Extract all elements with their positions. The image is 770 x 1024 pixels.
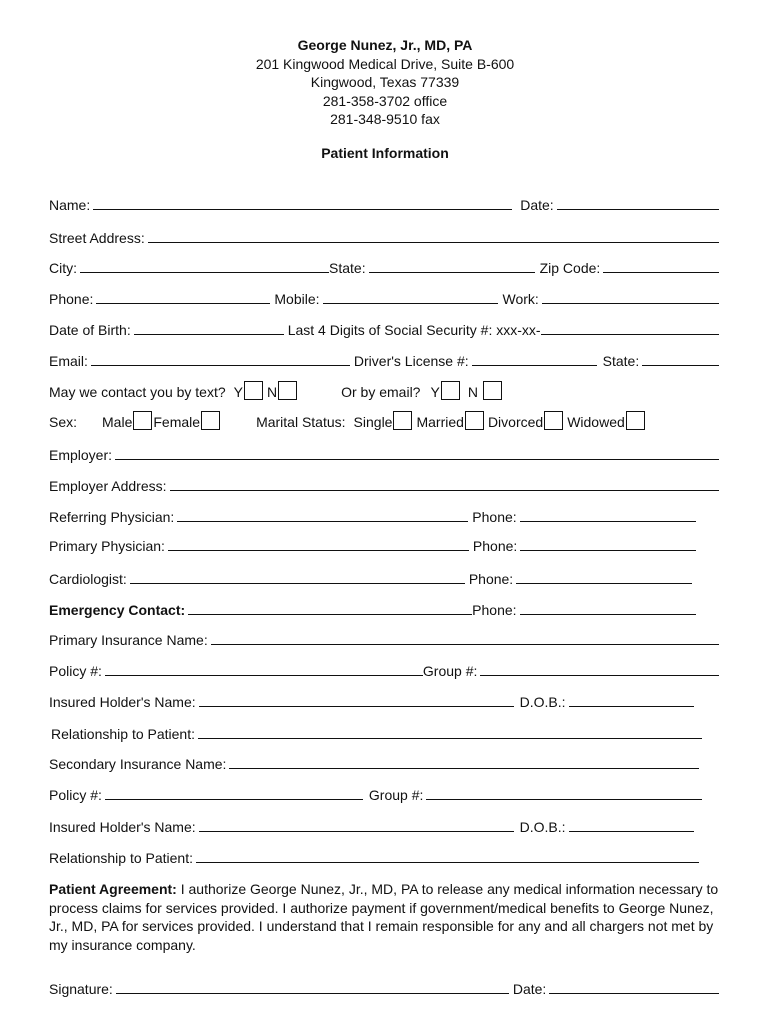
primary-physician-field[interactable]: [168, 549, 469, 551]
city-label: City:: [49, 260, 77, 276]
row-sex-marital: [49, 410, 719, 430]
row-signature: [49, 977, 719, 997]
married-label: Married: [416, 414, 464, 430]
row-street: [49, 226, 719, 246]
agreement-text: I authorize George Nunez, Jr., MD, PA to release any medical information necessary to process claims for services provided. I authorize payment if government/medical benefits to George Nunez, Jr., MD, PA for services provided. I understand that I remain responsible for any and all chargers not met by my insurance company.: [49, 881, 719, 953]
row-secondary-policy: [49, 783, 719, 803]
secondary-holder-dob-field[interactable]: [569, 830, 694, 832]
agreement-heading: Patient Agreement:: [49, 881, 177, 897]
secondary-policy-field[interactable]: [105, 798, 363, 800]
letterhead: [0, 36, 770, 129]
single-label: Single: [353, 414, 393, 430]
emergency-phone-field[interactable]: [520, 613, 696, 615]
female-checkbox[interactable]: [201, 411, 220, 430]
primary-relationship-label: Relationship to Patient:: [51, 726, 195, 742]
widowed-checkbox[interactable]: [626, 411, 645, 430]
signature-field[interactable]: [116, 992, 509, 994]
referring-phone-field[interactable]: [520, 520, 696, 522]
primary-policy-label: Policy #:: [49, 663, 102, 679]
primary-insurance-label: Primary Insurance Name:: [49, 632, 208, 648]
primary-relationship-field[interactable]: [198, 737, 702, 739]
ssn-label: Last 4 Digits of Social Security #: xxx-xx-: [287, 322, 541, 338]
divorced-label: Divorced: [487, 414, 544, 430]
row-phone: [49, 287, 719, 307]
secondary-group-label: Group #:: [368, 787, 424, 803]
dob-field[interactable]: [134, 333, 284, 335]
row-primary-policy: [49, 659, 719, 679]
zip-label: Zip Code:: [539, 260, 601, 276]
license-label: Driver's License #:: [353, 353, 469, 369]
sex-label: Sex:: [49, 414, 78, 430]
row-secondary-relationship: [49, 846, 719, 866]
signature-date-field[interactable]: [549, 992, 719, 994]
secondary-relationship-label: Relationship to Patient:: [49, 850, 193, 866]
divorced-checkbox[interactable]: [544, 411, 563, 430]
row-primary-insurance: [49, 628, 719, 648]
employer-address-field[interactable]: [170, 489, 720, 491]
state-label: State:: [329, 260, 366, 276]
primary-insurance-field[interactable]: [211, 643, 719, 645]
phone-field[interactable]: [96, 302, 270, 304]
signature-label: Signature:: [49, 981, 113, 997]
primary-holder-dob-field[interactable]: [569, 705, 694, 707]
street-field[interactable]: [148, 241, 719, 243]
date-label: Date:: [520, 197, 554, 213]
primary-physician-label: Primary Physician:: [49, 538, 165, 554]
referring-phone-label: Phone:: [472, 509, 517, 525]
row-primary-physician: [49, 534, 719, 554]
secondary-insurance-label: Secondary Insurance Name:: [49, 756, 227, 772]
license-state-field[interactable]: [642, 364, 719, 366]
row-referring: [49, 505, 719, 525]
secondary-policy-label: Policy #:: [49, 787, 102, 803]
secondary-group-field[interactable]: [426, 798, 702, 800]
employer-address-label: Employer Address:: [49, 478, 167, 494]
license-field[interactable]: [472, 364, 597, 366]
emergency-phone-label: Phone:: [472, 602, 517, 618]
male-label: Male: [102, 414, 133, 430]
practice-name: George Nunez, Jr., MD, PA: [297, 37, 473, 53]
text-question: May we contact you by text?: [49, 384, 226, 400]
widowed-label: Widowed: [567, 414, 625, 430]
secondary-holder-dob-label: D.O.B.:: [519, 819, 566, 835]
married-checkbox[interactable]: [465, 411, 484, 430]
street-label: Street Address:: [49, 230, 145, 246]
primary-physician-phone-label: Phone:: [472, 538, 518, 554]
emergency-label: Emergency Contact:: [49, 602, 186, 618]
email-label: Email:: [49, 353, 88, 369]
form-title: Patient Information: [321, 145, 449, 161]
secondary-relationship-field[interactable]: [196, 861, 699, 863]
cardiologist-phone-label: Phone:: [468, 571, 514, 587]
zip-field[interactable]: [603, 271, 719, 273]
cardiologist-label: Cardiologist:: [49, 571, 127, 587]
fax-number: 281-348-9510 fax: [330, 111, 440, 127]
primary-group-label: Group #:: [422, 663, 478, 679]
row-employer: [49, 443, 719, 463]
address-line-1: 201 Kingwood Medical Drive, Suite B-600: [255, 55, 515, 72]
email-question: Or by email?: [341, 384, 421, 400]
row-cardiologist: [49, 567, 719, 587]
marital-label: Marital Status:: [256, 414, 346, 430]
secondary-holder-field[interactable]: [199, 830, 514, 832]
primary-physician-phone-field[interactable]: [520, 549, 696, 551]
office-phone: 281-358-3702 office: [322, 92, 448, 109]
emergency-field[interactable]: [188, 613, 472, 615]
single-checkbox[interactable]: [393, 411, 412, 430]
referring-label: Referring Physician:: [49, 509, 175, 525]
row-city: [49, 256, 719, 276]
ssn-field[interactable]: [541, 333, 719, 335]
row-employer-address: [49, 474, 719, 494]
row-emergency: [49, 598, 719, 618]
city-field[interactable]: [80, 271, 329, 273]
cardiologist-field[interactable]: [130, 582, 465, 584]
female-label: Female: [153, 414, 201, 430]
male-checkbox[interactable]: [133, 411, 152, 430]
cardiologist-phone-field[interactable]: [516, 582, 692, 584]
email-yes-label: Y: [430, 384, 440, 400]
row-secondary-insurance: [49, 752, 719, 772]
work-field[interactable]: [542, 302, 719, 304]
text-no-checkbox[interactable]: [278, 381, 297, 400]
secondary-insurance-field[interactable]: [229, 767, 699, 769]
date-field[interactable]: [557, 208, 719, 210]
primary-policy-field[interactable]: [105, 674, 423, 676]
employer-field[interactable]: [115, 458, 719, 460]
primary-holder-label: Insured Holder's Name:: [49, 694, 196, 710]
patient-agreement: [49, 880, 721, 954]
email-no-checkbox[interactable]: [483, 381, 502, 400]
mobile-label: Mobile:: [274, 291, 320, 307]
email-no-label: N: [467, 384, 478, 400]
name-label: Name:: [49, 197, 91, 213]
address-line-2: Kingwood, Texas 77339: [310, 74, 460, 90]
signature-date-label: Date:: [512, 981, 547, 997]
name-field[interactable]: [93, 208, 512, 210]
primary-holder-dob-label: D.O.B.:: [519, 694, 566, 710]
row-primary-relationship: [51, 722, 721, 742]
email-yes-checkbox[interactable]: [441, 381, 460, 400]
row-name: [49, 193, 719, 213]
text-yes-checkbox[interactable]: [244, 381, 263, 400]
email-field[interactable]: [91, 364, 350, 366]
dob-label: Date of Birth:: [49, 322, 131, 338]
text-yes-label: Y: [233, 384, 243, 400]
work-label: Work:: [502, 291, 539, 307]
secondary-holder-label: Insured Holder's Name:: [49, 819, 196, 835]
row-primary-holder: [49, 690, 719, 710]
phone-label: Phone:: [49, 291, 94, 307]
primary-holder-field[interactable]: [199, 705, 514, 707]
employer-label: Employer:: [49, 447, 113, 463]
license-state-label: State:: [602, 353, 640, 369]
mobile-field[interactable]: [323, 302, 498, 304]
text-no-label: N: [266, 384, 278, 400]
referring-field[interactable]: [177, 520, 468, 522]
state-field[interactable]: [369, 271, 535, 273]
row-secondary-holder: [49, 815, 719, 835]
row-dob: [49, 318, 719, 338]
primary-group-field[interactable]: [480, 674, 719, 676]
row-email: [49, 349, 719, 369]
row-contact-pref: [49, 380, 719, 400]
